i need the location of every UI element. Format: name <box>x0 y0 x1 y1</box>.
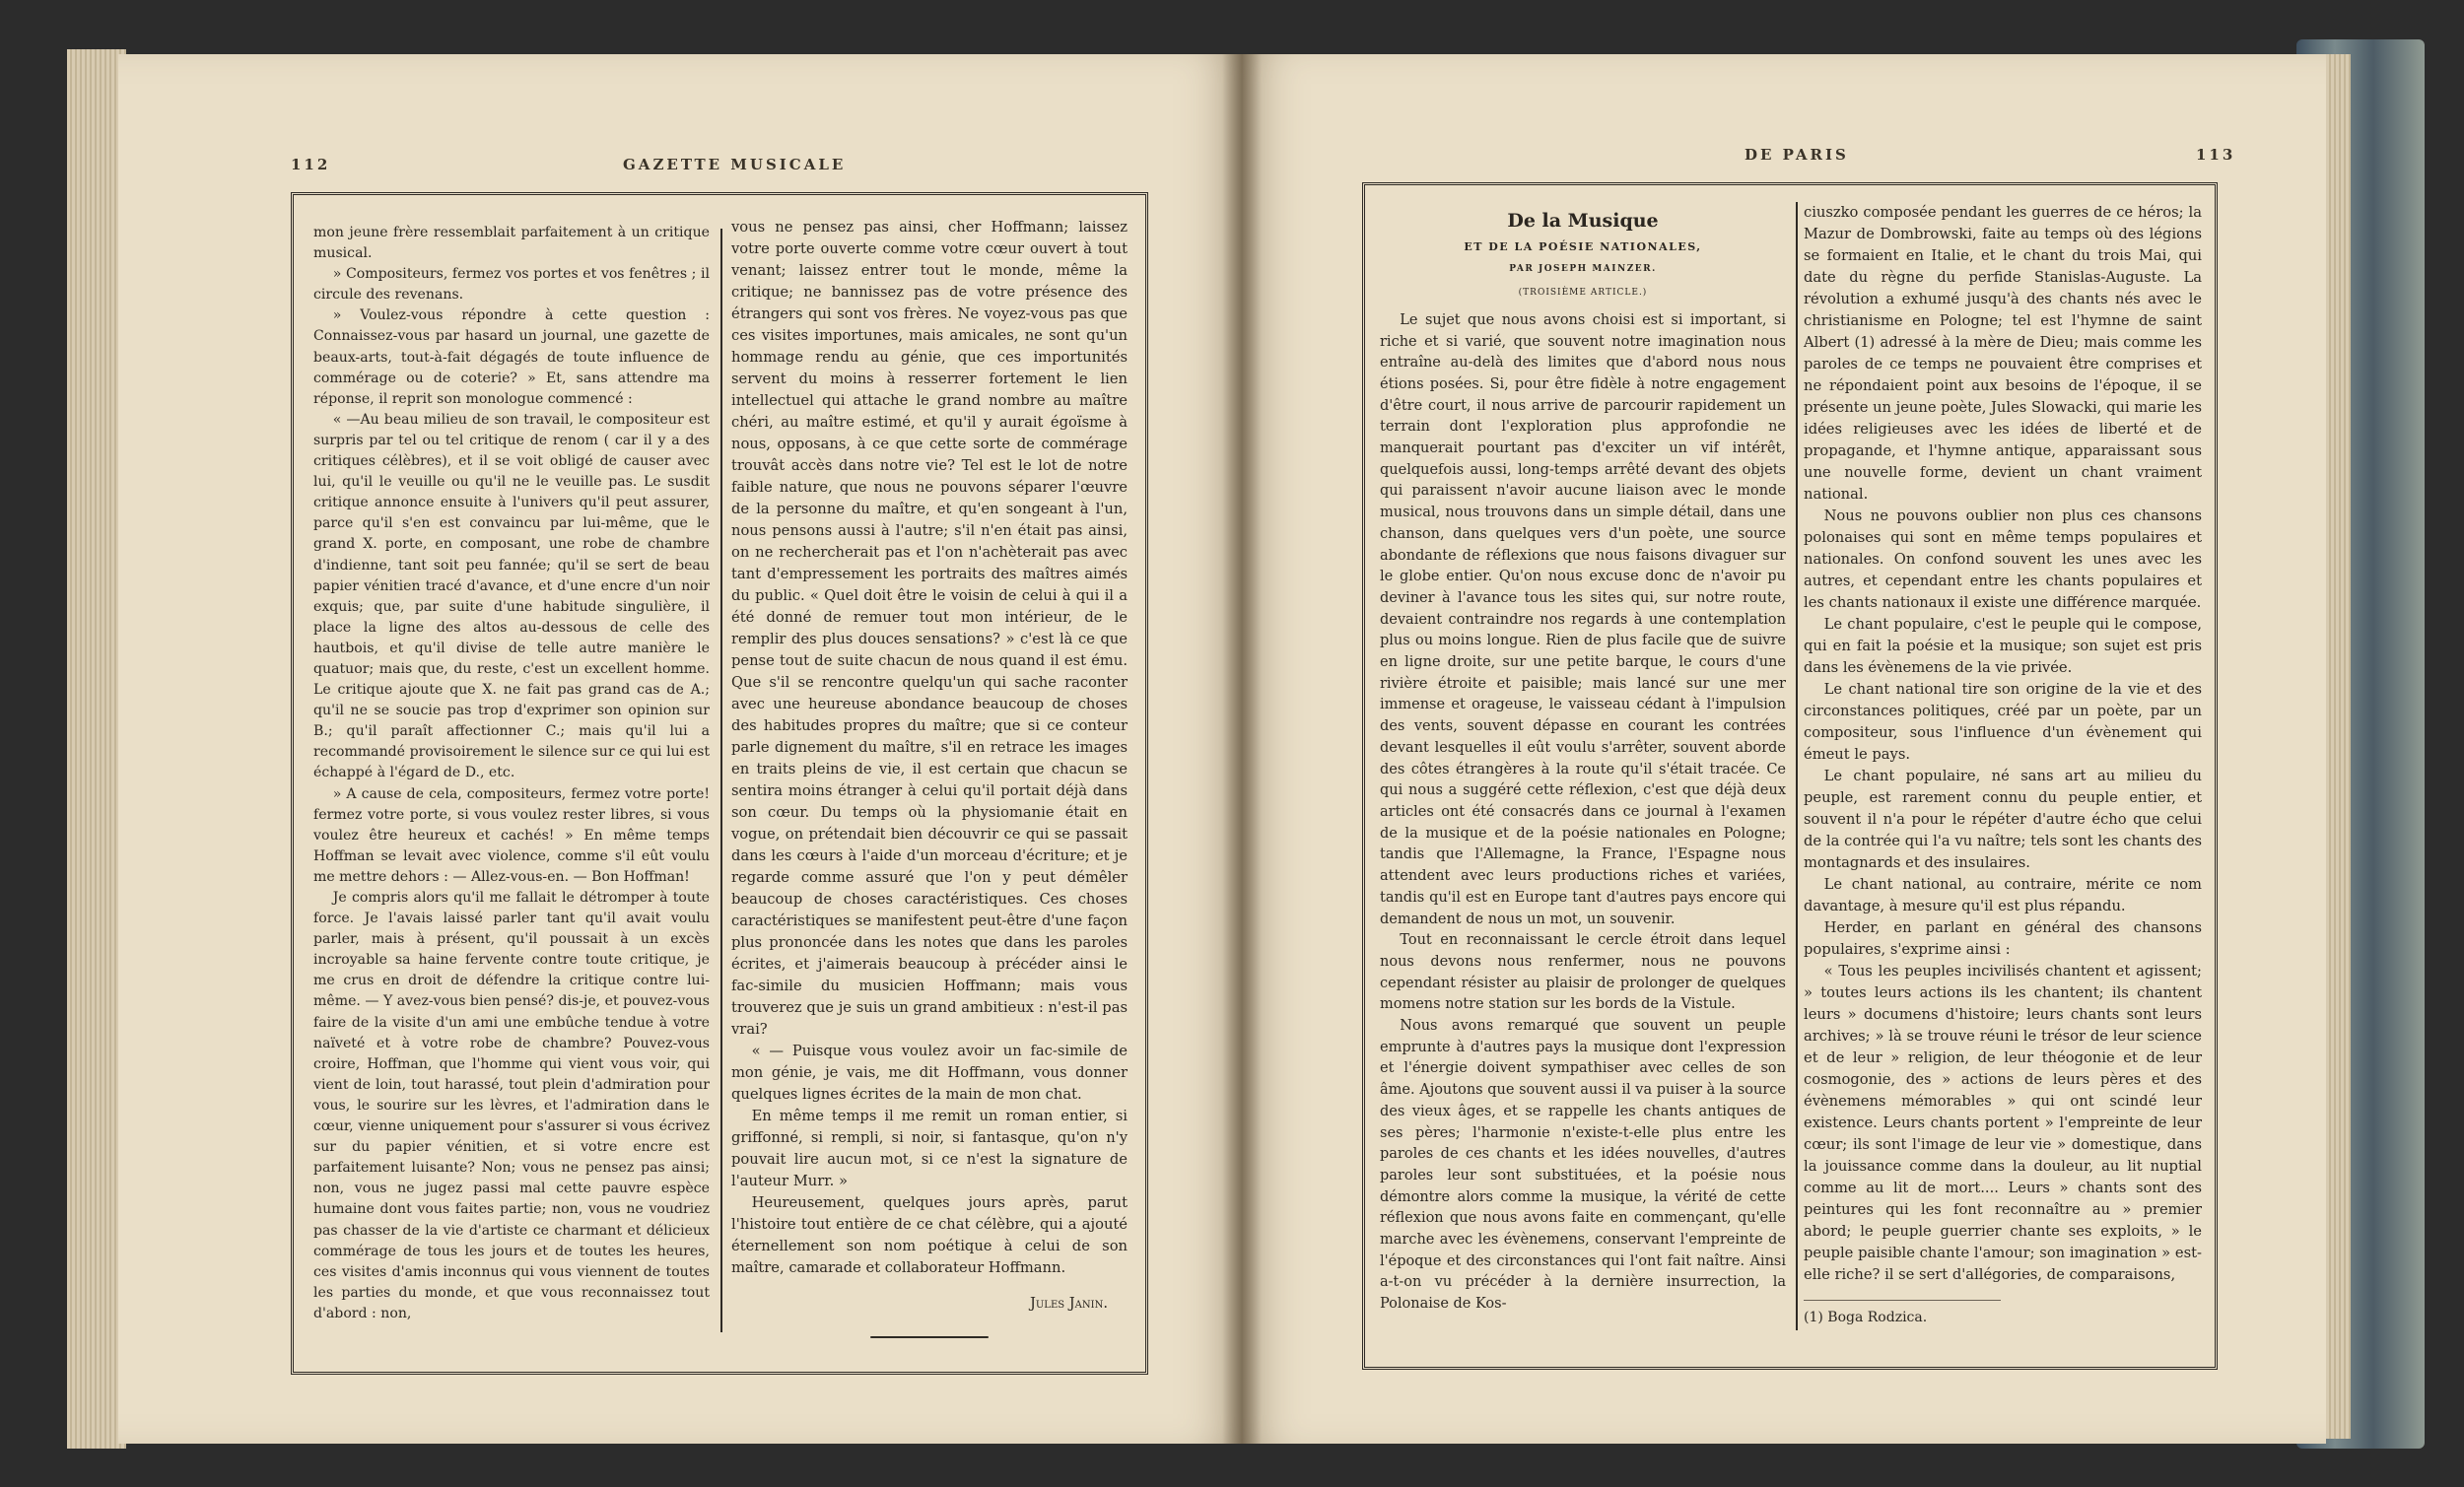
book-gutter <box>1222 54 1262 1444</box>
paragraph: « Tous les peuples incivilisés chantent et agissent; » toutes leurs actions ils les chantent; ils chantent leurs » documens d'histoire; leurs chants sont leurs archives; » là se trouve réuni le trésor de leur science et de leur » religion, de leur théogonie et de leur cosmogonie, des » actions de leurs pères et des évènemens mémorables » qui ont scindé leur existence. Leurs chants portent » l'empreinte de leur cœur; ils sont l'image de leur vie » domestique, dans la jouissance comme dans la douleur, au lit nuptial comme au lit de mort.... Leurs » chants sont des peintures qui les font reconnaître au » premier abord; le peuple guerrier chante ses exploits, » le peuple paisible chante l'amour; son imagination » est-elle riche? il se sert d'allégories, de comparaisons, <box>1804 963 2202 1283</box>
paragraph: « — Puisque vous voulez avoir un fac-simile de mon génie, je vais, me dit Hoffmann, vous donner quelques lignes écrites de la main de mon chat. <box>731 1043 1128 1103</box>
paragraph: » Compositeurs, fermez vos portes et vos fenêtres ; il circule des revenans. <box>313 266 710 304</box>
left-page-number: 112 <box>291 156 331 173</box>
left-column-rule <box>720 229 722 1332</box>
paragraph: Le chant national tire son origine de la vie et des circonstances politiques, créé par un poète, par un compositeur, sous l'influence d'un évènement qui émeut le pays. <box>1804 681 2202 763</box>
footnote: (1) Boga Rodzica. <box>1804 1300 2001 1328</box>
paragraph: Tout en reconnaissant le cercle étroit dans lequel nous devons nous renfermer, nous ne pouvons cependant résister au plaisir de prolonger de quelques momens notre station sur les bords de la Vistule. <box>1380 932 1786 1013</box>
paragraph: mon jeune frère ressemblait parfaitement à un critique musical. <box>313 225 710 262</box>
paragraph: Le sujet que nous avons choisi est si important, si riche et si varié, que souvent notre imagination nous entraîne au-delà des limites que d'abord nous nous étions posées. Si, pour être fidèle à notre engagement d'être court, il nous arrive de parcourir rapidement un terrain dont l'exploration plus approfondie ne manquerait pourtant pas d'exciter un vif intérêt, quelquefois aussi, long-temps arrêté devant des objets qui paraissent n'avoir aucune liaison avec le monde musical, nous trouvons dans un simple détail, dans une chanson, dans quelques vers d'un poète, une source abondante de réflexions que nous faisons divaguer sur le globe entier. Qu'on nous excuse donc de n'avoir pu deviner à l'avance tous les sites qui, sur notre route, devaient contraindre nos regards à une contemplation plus ou moins longue. Rien de plus facile que de suivre en ligne droite, sur une petite barque, le cours d'une rivière étroite et paisible; mais lancé sur une mer immense et orageuse, le vaisseau cédant à l'impulsion des vents, souvent dépasse en courant les contrées devant lesquelles il eût voulu s'arrêter, souvent aborde des côtes étrangères à la route qu'il s'était tracée. Ce qui nous a suggéré cette réflexion, c'est que déjà deux articles ont été consacrés dans ce journal à l'examen de la musique et de la poésie nationales en Pologne; tandis que l'Allemagne, la France, l'Espagne nous attendent avec leurs productions riches et variées, tandis qu'il est en Europe tant d'autres pays encore qui demandent de nous un mot, un souvenir. <box>1380 311 1786 927</box>
paragraph: Nous ne pouvons oublier non plus ces chansons polonaises qui sont en même temps populaires et nationales. On confond souvent les unes avec les autres, et cependant entre les chants populaires et les chants nationaux il existe une différence marquée. <box>1804 507 2202 611</box>
paragraph: » A cause de cela, compositeurs, fermez votre porte! fermez votre porte, si vous voulez rester libres, si vous voulez être heureux et cachés! » En même temps Hoffman se levait avec violence, comme s'il eût voulu me mettre dehors : — Allez-vous-en. — Bon Hoffman! <box>313 785 710 885</box>
left-column-1 <box>313 223 710 1324</box>
paragraph: En même temps il me remit un roman entier, si griffonné, si rempli, si noir, si fantasque, qu'on n'y pouvait lire aucun mot, si ce n'est la signature de l'auteur Murr. » <box>731 1108 1128 1189</box>
right-column-1 <box>1380 209 1786 1316</box>
paragraph: ciuszko composée pendant les guerres de ce héros; la Mazur de Dombrowski, faite au temps où des légions se formaient en Italie, et le chant du trois Mai, qui date du règne du perfide Stanislas-Auguste. La révolution a exhumé jusqu'à des chants nés avec le christianisme en Pologne; tel est l'hymne de saint Albert (1) adressé à la mère de Dieu; mais comme les paroles de ce temps ne pouvaient être comprises et ne répondaient point aux besoins de l'époque, il se présente un jeune poète, Jules Slowacki, qui marie les idées religieuses avec les idées de liberté et de propagande, et l'hymne antique, apparaissant sous une nouvelle forme, devient un chant vraiment national. <box>1804 204 2202 503</box>
page-edges-left <box>67 49 126 1449</box>
left-column-2 <box>731 217 1128 1338</box>
ornament-rule <box>870 1336 989 1338</box>
paragraph: Heureusement, quelques jours après, parut l'histoire tout entière de ce chat célèbre, qui a ajouté éternellement son nom poétique à celui de son maître, camarade et collaborateur Hoffmann. <box>731 1194 1128 1276</box>
paragraph: Le chant populaire, c'est le peuple qui le compose, qui en fait la poésie et la musique; son sujet est pris dans les évènemens de la vie privée. <box>1804 616 2202 676</box>
right-running-head: DE PARIS <box>1745 146 1849 164</box>
paragraph: Herder, en parlant en général des chansons populaires, s'exprime ainsi : <box>1804 919 2202 958</box>
paragraph: » Voulez-vous répondre à cette question : Connaissez-vous par hasard un journal, une gazette de beaux-arts, tout-à-fait dégagés de toute influence de commérage ou de coterie? » Et, sans attendre ma réponse, il reprit son monologue commencé : <box>313 307 710 407</box>
paragraph: Le chant national, au contraire, mérite ce nom davantage, à mesure qu'il est plus répandu. <box>1804 876 2202 914</box>
author-signature: Jules Janin. <box>1029 1295 1108 1312</box>
paragraph: « —Au beau milieu de son travail, le compositeur est surpris par tel ou tel critique de renom ( car il y a des critiques célèbres), et il se voit obligé de causer avec lui, qu'il le veuille ou qu'il ne le veuille pas. Le susdit critique annonce ensuite à l'univers qu'il peut assurer, parce qu'il s'en est convaincu par lui-même, que le grand X. porte, en composant, une robe de chambre d'indienne, tant soit peu fannée; qu'il se sert de beau papier vénitien tracé d'avance, et d'une encre d'un noir exquis; que, par suite d'une habitude singulière, il place la ligne des altos au-dessous de celle des hautbois, et qu'il divise de telle autre manière le quatuor; mais que, du reste, c'est un excellent homme. Le critique ajoute que X. ne fait pas grand cas de A.; qu'il ne se soucie pas trop d'exprimer son opinion sur B.; qu'il paraît affectionner C.; mais qu'il lui a recommandé provisoirement le silence sur ce qui lui est échappé à l'égard de D., etc. <box>313 411 710 781</box>
left-running-head: GAZETTE MUSICALE <box>623 156 847 173</box>
right-column-rule <box>1796 202 1798 1330</box>
article-author: PAR JOSEPH MAINZER. <box>1509 264 1657 275</box>
paragraph: Je compris alors qu'il me fallait le détromper à toute force. Je l'avais laissé parler tant qu'il avait voulu parler, mais à présent, qu'il poussait à un excès incroyable sa haine fervente contre toute critique, je me crus en droit de défendre la critique contre lui-même. — Y avez-vous bien pensé? dis-je, et pouvez-vous faire de la visite d'un ami une embûche tendue à votre naïveté et à votre robe de chambre? Pouvez-vous croire, Hoffman, que l'homme qui vient vous voir, qui vient de loin, tout harassé, tout plein d'admiration pour vous, le sourire sur les lèvres, et l'admiration dans le cœur, vienne uniquement pour s'assurer si vous écrivez sur du papier vénitien, et si votre encre est parfaitement luisante? Non; vous ne pensez pas ainsi; non, vous ne jugez passi mal cette pauvre espèce humaine dont vous faites partie; non, vous ne voudriez pas chasser de la vie d'artiste ce charmant et délicieux commérage de tous les jours et de toutes les heures, ces visites d'amis inconnus qui vous viennent de toutes les parties du monde, et que vous reconnaissez tout d'abord : non, <box>313 890 710 1321</box>
article-subtitle: ET DE LA POÉSIE NATIONALES, <box>1464 239 1702 253</box>
right-column-2 <box>1804 202 2202 1328</box>
article-part: (TROISIÈME ARTICLE.) <box>1518 288 1648 299</box>
paragraph: Nous avons remarqué que souvent un peuple emprunte à d'autres pays la musique dont l'expression et l'énergie doivent sympathiser avec celles de son âme. Ajoutons que souvent aussi il va puiser à la source des vieux âges, et se rappelle les chants antiques de ses pères; l'harmonie n'existe-t-elle plus entre les paroles de ces chants et les idées nouvelles, d'autres paroles leur sont substituées, et la poésie nous démontre alors comme la musique, la vérité de cette réflexion que nous avons faite en commençant, qu'elle marche avec les évènemens, conservant l'empreinte de l'époque et des circonstances qui l'ont fait naître. Ainsi a-t-on vu précéder à la dernière insurrection, la Polonaise de Kos- <box>1380 1018 1786 1313</box>
article-title: De la Musique <box>1507 210 1659 232</box>
paragraph: Le chant populaire, né sans art au milieu du peuple, est rarement connu du peuple entier, et souvent il n'a pour le répéter d'autre écho que celui de la contrée qui l'a vu naître; tels sont les chants des montagnards et des insulaires. <box>1804 768 2202 871</box>
paragraph: vous ne pensez pas ainsi, cher Hoffmann; laissez votre porte ouverte comme votre cœur ouvert à tout venant; laissez entrer tout le monde, même la critique; ne bannissez pas de votre présence des étrangers qui sont vos frères. Ne voyez-vous pas que ces visites importunes, mais amicales, ne sont qu'un hommage rendu au génie, que ces importunités servent du moins à resserrer fortement le lien intellectuel qui attache le grand nombre au maître chéri, au maître estimé, et qu'il y aurait égoïsme à nous, opposans, à ce que cette sorte de commérage trouvât accès dans notre vie? Tel est le lot de notre faible nature, que nous ne pouvons séparer l'œuvre de la personne du maître, et qu'en songeant à l'un, nous pensons aussi à l'autre; s'il n'en était pas ainsi, on ne rechercherait pas et l'on n'achèterait pas avec tant d'empressement les portraits des maîtres aimés du public. « Quel doit être le voisin de celui à qui il a été donné de remuer tout mon intérieur, de le remplir des plus douces sensations? » c'est là ce que pense tout de suite chacun de nous quand il est ému. Que s'il se rencontre quelqu'un qui sache raconter avec une heureuse abondance beaucoup de choses des habitudes propres du maître; que si ce conteur parle dignement du maître, s'il en retrace les images en traits pleins de vie, il est certain que chacun se sentira moins étranger à celui qu'il portait déjà dans son cœur. Du temps où la physiomanie était en vogue, on prétendait bien découvrir ce qui se passait dans les cœurs à l'aide d'un morceau d'écriture; et je regarde comme assuré que l'on y peut démêler beaucoup de choses caractéristiques. Ces choses caractéristiques se manifestent peut-être d'une façon plus prononcée dans les notes que dans les paroles écrites, et j'aimerais beaucoup à précéder ainsi le fac-simile du musicien Hoffmann; mais vous trouverez que je suis un grand ambitieux : n'est-il pas vrai? <box>731 219 1128 1038</box>
right-page-number: 113 <box>2196 146 2236 164</box>
